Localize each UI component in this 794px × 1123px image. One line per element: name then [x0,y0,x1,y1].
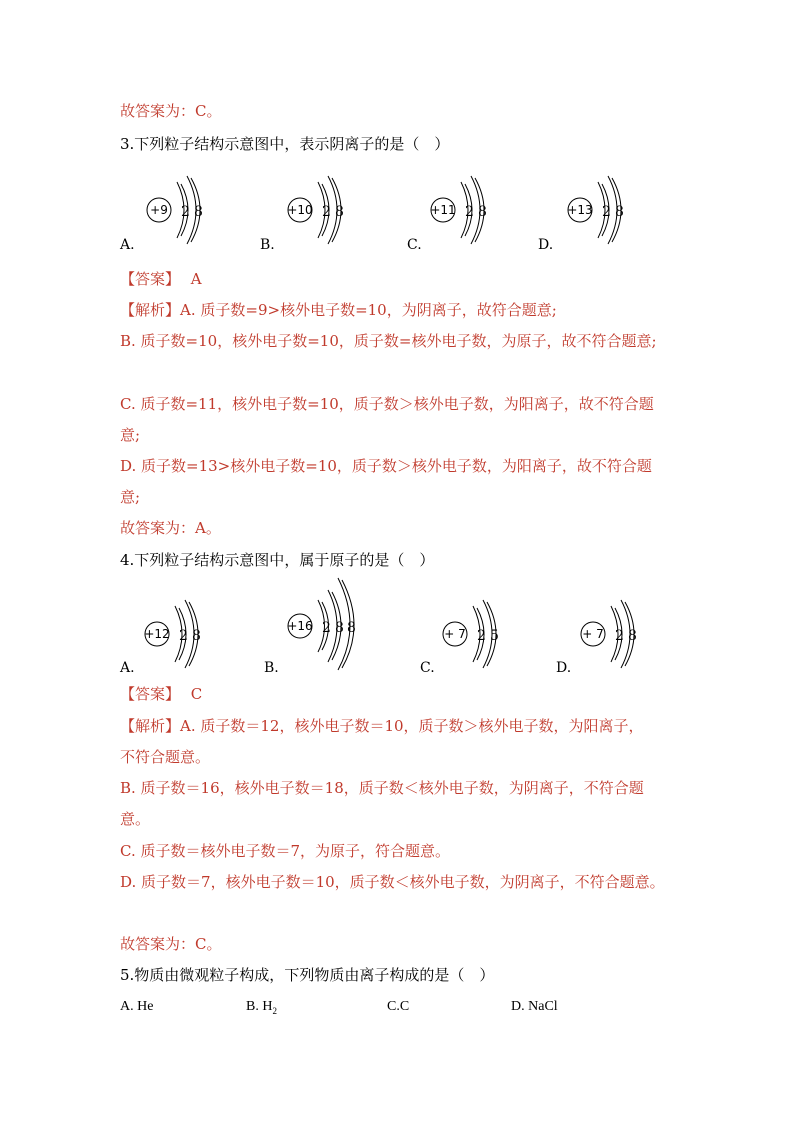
shell-electrons: 2 [322,620,331,636]
q5-option-a[interactable]: A. He [120,999,154,1014]
q4-option-a-diagram[interactable] [143,600,213,672]
q4-analysis-line-5: C. 质子数＝核外电子数＝7，为原子，符合题意。 [120,842,451,860]
analysis-tag: 【解析】 [120,717,181,735]
q3-option-a-label[interactable]: A. [120,237,135,253]
q4-analysis-line-3: B. 质子数＝16，核外电子数＝18，质子数＜核外电子数，为阴离子，不符合题 [120,779,644,797]
nucleus-charge: + 7 [444,627,466,641]
q5-stem: 5.物质由微观粒子构成，下列物质由离子构成的是（ ） [120,966,495,984]
q3-analysis-line-1: 【解析】A. 质子数=9>核外电子数=10，为阴离子，故符合题意; [120,301,557,319]
q4-option-c-label[interactable]: C. [420,660,435,676]
shell-electrons: 8 [478,204,487,220]
q4-option-d-diagram[interactable] [579,600,649,672]
shell-electrons: 2 [322,204,331,220]
q3-option-d-label[interactable]: D. [538,237,554,253]
q3-option-b-label[interactable]: B. [260,237,275,253]
q3-conclusion: 故答案为：A。 [120,519,221,537]
q4-option-c-diagram[interactable] [441,600,511,672]
shell-electrons: 8 [194,204,203,220]
q4-analysis-line-6: D. 质子数＝7，核外电子数＝10，质子数＜核外电子数，为阴离子，不符合题意。 [120,873,665,891]
q3-answer-line [120,269,202,289]
q4-option-d-label[interactable]: D. [556,660,572,676]
q5-option-c[interactable]: C.C [387,999,410,1014]
q3-option-b-diagram[interactable] [284,176,354,248]
q4-answer-line [120,684,202,704]
shell-electrons: 2 [477,628,486,644]
q3-analysis-line-5: D. 质子数=13>核外电子数=10，质子数＞核外电子数，为阳离子，故不符合题 [120,457,652,475]
shell-electrons: 2 [181,204,190,220]
nucleus-charge: +13 [567,203,593,217]
shell-electrons: 2 [179,628,188,644]
q4-answer: C [190,685,203,703]
q2-conclusion: 故答案为：C。 [120,102,222,120]
q3-option-d-diagram[interactable] [564,176,634,248]
shell-electrons: 8 [347,620,356,636]
q4-option-a-label[interactable]: A. [120,660,135,676]
shell-electrons: 2 [602,204,611,220]
q4-option-b-label[interactable]: B. [264,660,279,676]
q4-analysis-line-2: 不符合题意。 [120,748,211,766]
q3-analysis-line-3: C. 质子数=11，核外电子数=10，质子数＞核外电子数，为阳离子，故不符合题 [120,395,654,413]
q3-stem: 3.下列粒子结构示意图中，表示阴离子的是（ ） [120,135,450,153]
shell-electrons: 8 [192,628,201,644]
nucleus-charge: +9 [150,203,168,217]
q3-option-a-diagram[interactable] [143,176,213,248]
q3-answer: A [190,270,202,288]
nucleus-charge: +16 [287,619,313,633]
nucleus-charge: +12 [144,627,170,641]
q3-analysis-line-4: 意; [120,426,141,444]
nucleus-charge: +10 [287,203,313,217]
q4-stem: 4.下列粒子结构示意图中，属于原子的是（ ） [120,551,435,569]
q5-option-d[interactable]: D. NaCl [511,999,558,1014]
q4-analysis-line-4: 意。 [120,810,151,828]
shell-electrons: 8 [335,620,344,636]
q4-conclusion: 故答案为：C。 [120,935,222,953]
shell-electrons: 2 [615,628,624,644]
shell-electrons: 2 [465,204,474,220]
shell-electrons: 8 [628,628,637,644]
q5-option-b[interactable]: B. $H_2$ [246,999,277,1016]
answer-tag: 【答案】 [120,685,181,703]
nucleus-charge: + 7 [582,627,604,641]
shell-electrons: 8 [615,204,624,220]
q3-option-c-diagram[interactable] [427,176,497,248]
q3-analysis-line-6: 意; [120,488,141,506]
analysis-tag: 【解析】 [120,301,181,319]
answer-tag: 【答案】 [120,270,181,288]
q4-option-b-diagram[interactable] [286,578,366,674]
q4-analysis-line-1: 【解析】A. 质子数＝12，核外电子数＝10，质子数＞核外电子数，为阳离子， [120,717,644,735]
nucleus-charge: +11 [430,203,456,217]
q3-analysis-line-2: B. 质子数=10，核外电子数=10，质子数=核外电子数，为原子，故不符合题意; [120,332,657,350]
q3-option-c-label[interactable]: C. [407,237,422,253]
shell-electrons: 5 [490,628,499,644]
shell-electrons: 8 [335,204,344,220]
